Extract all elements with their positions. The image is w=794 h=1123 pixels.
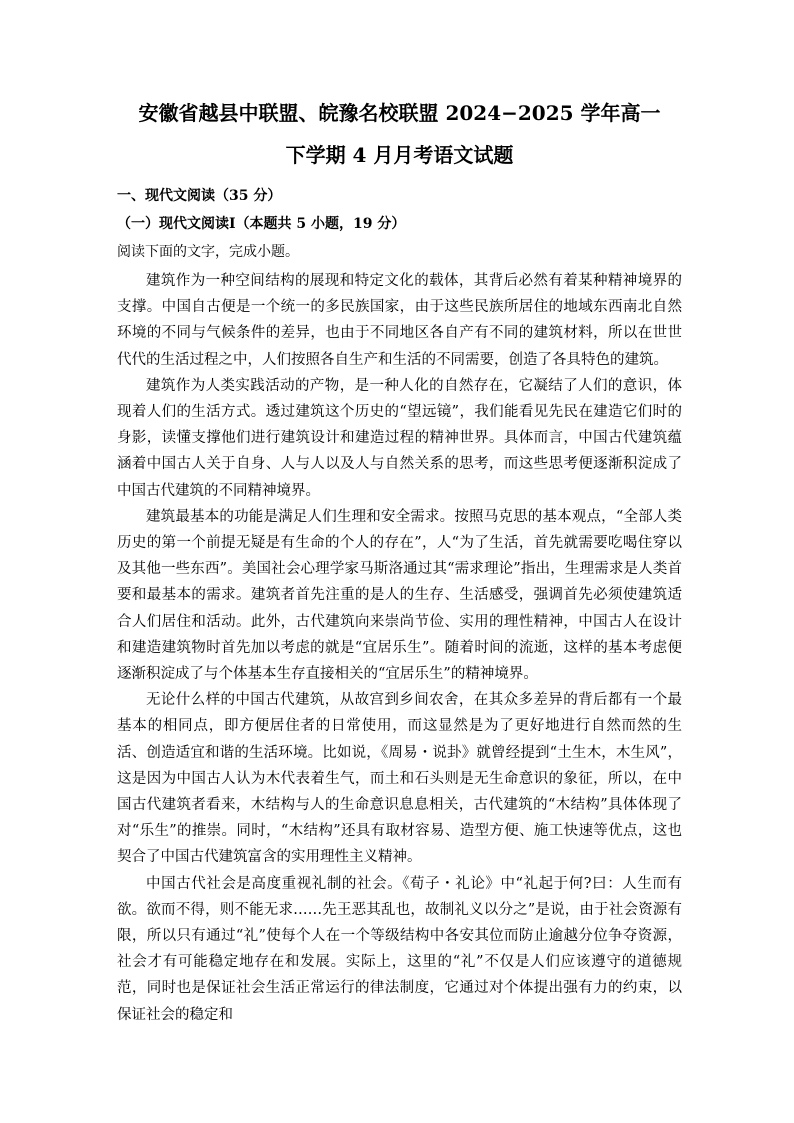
paragraph-4: 无论什么样的中国古代建筑，从故宫到乡间农舍，在其众多差异的背后都有一个最基本的相同点，即方便居住者的日常使用，而这显然是为了更好地进行自然而然的生活、创造适宜和谐的生活环境。比如说，《周易・说卦》就曾经提到“土生木，木生风”，这是因为中国古人认为木代表着生气，而土和石头则是无生命意识的象征，所以，在中国古代建筑者看来，木结构与人的生命意识息息相关，古代建筑的“木结构”具体体现了对“乐生”的推崇。同时，“木结构”还具有取材容易、造型方便、施工快速等优点，这也契合了中国古代建筑富含的实用理性主义精神。 <box>117 692 682 866</box>
reading-instruction: 阅读下面的文字，完成小题。 <box>117 244 299 260</box>
document-title-line-1: 安徽省越县中联盟、皖豫名校联盟 2024−2025 学年高一 <box>138 101 661 125</box>
paragraph-5: 中国古代社会是高度重视礼制的社会。《荀子・礼论》中“礼起于何?曰：人生而有欲。欲而不得，则不能无求……先王恶其乱也，故制礼义以分之”是说，由于社会资源有限，所以只有通过“礼”使每个人在一个等级结构中各安其位而防止逾越分位争夺资源，社会才有可能稳定地存在和发展。实际上，这里的“礼”不仅是人们应该遵守的道德规范，同时也是保证社会生活正常运行的律法制度，它通过对个体提出强有力的约束，以保证社会的稳定和 <box>117 875 682 1023</box>
paragraph-1: 建筑作为一种空间结构的展现和特定文化的载体，其背后必然有着某种精神境界的支撑。中国自古便是一个统一的多民族国家，由于这些民族所居住的地域东西南北自然环境的不同与气候条件的差异，也由于不同地区各自产有不同的建筑材料，所以在世世代代的生活过程之中，人们按照各自生产和生活的不同需要，创造了各具特色的建筑。 <box>117 273 682 368</box>
paragraph-3: 建筑最基本的功能是满足人们生理和安全需求。按照马克思的基本观点，“全部人类历史的第一个前提无疑是有生命的个人的存在”，人“为了生活，首先就需要吃喝住穿以及其他一些东西”。美国社会心理学家马斯洛通过其“需求理论”指出，生理需求是人类首要和最基本的需求。建筑者首先注重的是人的生存、生活感受，强调首先必须使建筑适合人们居住和活动。此外，古代建筑向来崇尚节俭、实用的理性精神，中国古人在设计和建造建筑物时首先加以考虑的就是“宜居乐生”。随着时间的流逝，这样的基本考虑便逐渐积淀成了与个体基本生存直接相关的“宜居乐生”的精神境界。 <box>117 508 682 683</box>
passage-body <box>117 268 682 1028</box>
section-heading: 一、现代文阅读（35 分） <box>117 188 282 204</box>
document-title-line-2: 下学期 4 月月考语文试题 <box>285 143 514 167</box>
paragraph-2: 建筑作为人类实践活动的产物，是一种人化的自然存在，它凝结了人们的意识，体现着人们的生活方式。透过建筑这个历史的“望远镜”，我们能看见先民在建造它们时的身影，读懂支撑他们进行建筑设计和建造过程的精神世界。具体而言，中国古代建筑蕴涵着中国古人关于自身、人与人以及人与自然关系的思考，而这些思考便逐渐积淀成了中国古代建筑的不同精神境界。 <box>117 377 682 499</box>
sub-section-heading: （一）现代文阅读Ⅰ（本题共 5 小题，19 分） <box>117 216 406 232</box>
